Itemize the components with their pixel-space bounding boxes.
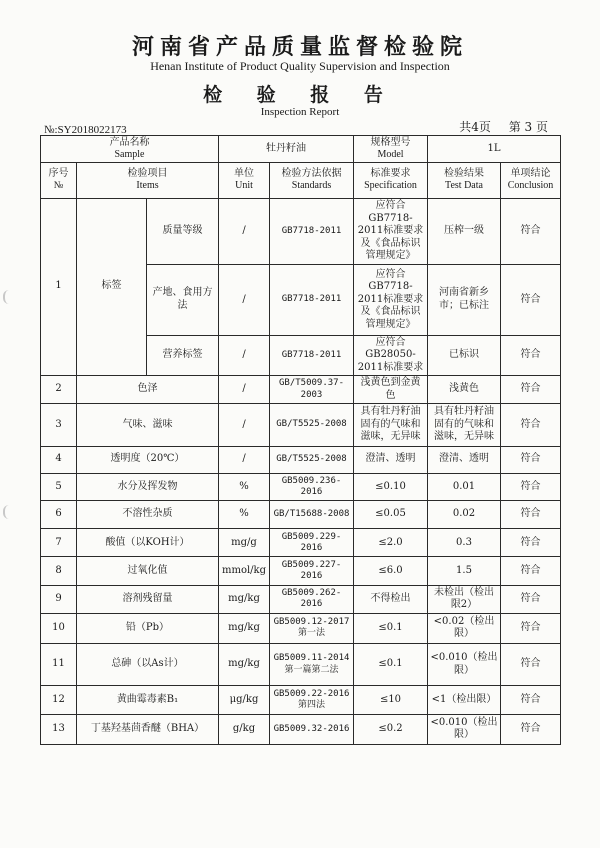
col-unit-cn: 单位 bbox=[234, 167, 254, 179]
table-row bbox=[41, 529, 561, 557]
col-standards-en: Standards bbox=[291, 180, 332, 192]
row-number: 8 bbox=[41, 557, 77, 585]
sample-label bbox=[41, 136, 219, 163]
report-title-cn: 检 验 报 告 bbox=[203, 84, 397, 106]
row-conclusion: 符合 bbox=[501, 613, 561, 643]
row-standard: GB7718-2011 bbox=[270, 198, 354, 265]
row-unit: mg/kg bbox=[219, 585, 270, 613]
row-number: 6 bbox=[41, 500, 77, 528]
row-conclusion: 符合 bbox=[501, 686, 561, 714]
row-test-data: 0.3 bbox=[428, 529, 501, 557]
row-unit: g/kg bbox=[219, 714, 270, 744]
model-label-en: Model bbox=[377, 149, 404, 161]
row-test-data: 澄清、透明 bbox=[428, 446, 501, 473]
col-data-en: Test Data bbox=[445, 180, 483, 192]
row-conclusion: 符合 bbox=[501, 714, 561, 744]
row-conclusion: 符合 bbox=[501, 446, 561, 473]
row-specification: ≤0.1 bbox=[354, 644, 428, 686]
row-specification: ≤0.2 bbox=[354, 714, 428, 744]
row-conclusion: 符合 bbox=[501, 335, 561, 375]
row-unit: mg/kg bbox=[219, 644, 270, 686]
row-specification: 浅黄色到金黄色 bbox=[354, 375, 428, 403]
institute-name-en: Henan Institute of Product Quality Supervision and Inspection bbox=[150, 59, 450, 73]
row-specification: 不得检出 bbox=[354, 585, 428, 613]
row-number: 3 bbox=[41, 404, 77, 446]
col-spec-cn: 标准要求 bbox=[370, 167, 411, 179]
row-item: 铅（Pb） bbox=[77, 613, 219, 643]
row-specification: 具有牡丹籽油固有的气味和滋味，无异味 bbox=[354, 404, 428, 446]
row-number: 9 bbox=[41, 585, 77, 613]
report-serial-number: №:SY2018022173 bbox=[44, 124, 127, 136]
row-item: 不溶性杂质 bbox=[77, 500, 219, 528]
table-row bbox=[41, 473, 561, 500]
table-row bbox=[41, 446, 561, 473]
row-unit: % bbox=[219, 473, 270, 500]
row-test-data: 0.02 bbox=[428, 500, 501, 528]
row-item: 色泽 bbox=[77, 375, 219, 403]
row-test-data: <1（检出限） bbox=[428, 686, 501, 714]
row-test-data: 0.01 bbox=[428, 473, 501, 500]
total-pages: 共4页 bbox=[459, 120, 491, 134]
row-item: 酸值（以KOH计） bbox=[77, 529, 219, 557]
row-number: 4 bbox=[41, 446, 77, 473]
row-conclusion: 符合 bbox=[501, 585, 561, 613]
sample-label-cn: 产品名称 bbox=[109, 136, 150, 148]
row-unit: / bbox=[219, 446, 270, 473]
page-indicator bbox=[445, 118, 548, 135]
row-specification: 应符合GB7718-2011标准要求及《食品标识管理规定》 bbox=[354, 265, 428, 336]
row-subitem: 营养标签 bbox=[147, 335, 219, 375]
row-conclusion: 符合 bbox=[501, 500, 561, 528]
row-conclusion: 符合 bbox=[501, 557, 561, 585]
row-conclusion: 符合 bbox=[501, 198, 561, 265]
row-specification: ≤0.10 bbox=[354, 473, 428, 500]
row-standard: GB7718-2011 bbox=[270, 265, 354, 336]
institute-name-cn: 河南省产品质量监督检验院 bbox=[131, 34, 468, 60]
row-number: 12 bbox=[41, 686, 77, 714]
table-row bbox=[41, 557, 561, 585]
row-standard: GB/T5525-2008 bbox=[270, 446, 354, 473]
row-item: 过氧化值 bbox=[77, 557, 219, 585]
row-unit: mmol/kg bbox=[219, 557, 270, 585]
col-header-items bbox=[77, 163, 219, 198]
row-conclusion: 符合 bbox=[501, 375, 561, 403]
row-unit: / bbox=[219, 375, 270, 403]
row-item: 透明度（20℃） bbox=[77, 446, 219, 473]
row-conclusion: 符合 bbox=[501, 404, 561, 446]
row-specification: ≤0.1 bbox=[354, 613, 428, 643]
row-standard: GB/T5009.37-2003 bbox=[270, 375, 354, 403]
row-conclusion: 符合 bbox=[501, 265, 561, 336]
row-item: 溶剂残留量 bbox=[77, 585, 219, 613]
model-label bbox=[354, 136, 428, 163]
table-row bbox=[41, 198, 561, 265]
row-specification: ≤10 bbox=[354, 686, 428, 714]
col-header-conclusion bbox=[501, 163, 561, 198]
sample-label-en: Sample bbox=[114, 149, 145, 161]
row-specification: 应符合GB28050-2011标准要求 bbox=[354, 335, 428, 375]
row-specification: 澄清、透明 bbox=[354, 446, 428, 473]
col-items-en: Items bbox=[136, 180, 159, 192]
table-row bbox=[41, 714, 561, 744]
punch-hole-mark bbox=[3, 290, 10, 304]
row-number: 2 bbox=[41, 375, 77, 403]
row-unit: / bbox=[219, 265, 270, 336]
row-standard: GB5009.22-2016第四法 bbox=[270, 686, 354, 714]
row-test-data: 已标识 bbox=[428, 335, 501, 375]
row-subitem: 产地、食用方法 bbox=[147, 265, 219, 336]
row-conclusion: 符合 bbox=[501, 473, 561, 500]
row-number: 1 bbox=[41, 198, 77, 375]
col-no-cn: 序号 bbox=[48, 167, 69, 179]
col-standards-cn: 检验方法依据 bbox=[281, 167, 342, 179]
row-test-data: <0.010（检出限） bbox=[428, 714, 501, 744]
report-title-en: Inspection Report bbox=[260, 106, 340, 118]
table-row bbox=[41, 500, 561, 528]
sample-value: 牡丹籽油 bbox=[219, 136, 354, 163]
col-items-cn: 检验项目 bbox=[127, 167, 168, 179]
row-standard: GB5009.32-2016 bbox=[270, 714, 354, 744]
row-standard: GB5009.227-2016 bbox=[270, 557, 354, 585]
row-standard: GB7718-2011 bbox=[270, 335, 354, 375]
row-number: 11 bbox=[41, 644, 77, 686]
punch-hole-mark bbox=[3, 505, 10, 519]
row-conclusion: 符合 bbox=[501, 644, 561, 686]
row-test-data: 未检出（检出限2） bbox=[428, 585, 501, 613]
col-header-no bbox=[41, 163, 77, 198]
table-row bbox=[41, 686, 561, 714]
row-specification: ≤0.05 bbox=[354, 500, 428, 528]
table-row bbox=[41, 585, 561, 613]
col-header-specification bbox=[354, 163, 428, 198]
row-unit: / bbox=[219, 404, 270, 446]
col-concl-en: Conclusion bbox=[507, 180, 554, 192]
row-standard: GB/T15688-2008 bbox=[270, 500, 354, 528]
row-test-data: <0.02（检出限） bbox=[428, 613, 501, 643]
row-test-data: 河南省新乡市；已标注 bbox=[428, 265, 501, 336]
row-specification: 应符合GB7718-2011标准要求及《食品标识管理规定》 bbox=[354, 198, 428, 265]
row-unit: / bbox=[219, 198, 270, 265]
col-concl-cn: 单项结论 bbox=[510, 167, 551, 179]
row-standard: GB5009.12-2017第一法 bbox=[270, 613, 354, 643]
row-test-data: <0.010（检出限） bbox=[428, 644, 501, 686]
row-specification: ≤2.0 bbox=[354, 529, 428, 557]
col-header-unit bbox=[219, 163, 270, 198]
row-item: 水分及挥发物 bbox=[77, 473, 219, 500]
row-unit: mg/kg bbox=[219, 613, 270, 643]
row-item: 气味、滋味 bbox=[77, 404, 219, 446]
row-standard: GB/T5525-2008 bbox=[270, 404, 354, 446]
row-test-data: 具有牡丹籽油固有的气味和滋味，无异味 bbox=[428, 404, 501, 446]
page-number: 第 3 页 bbox=[508, 120, 548, 134]
row-item: 标签 bbox=[77, 198, 147, 375]
row-specification: ≤6.0 bbox=[354, 557, 428, 585]
col-header-standards bbox=[270, 163, 354, 198]
row-standard: GB5009.262-2016 bbox=[270, 585, 354, 613]
row-standard: GB5009.236-2016 bbox=[270, 473, 354, 500]
row-conclusion: 符合 bbox=[501, 529, 561, 557]
row-unit: mg/g bbox=[219, 529, 270, 557]
row-number: 7 bbox=[41, 529, 77, 557]
model-label-cn: 规格型号 bbox=[370, 136, 411, 148]
sample-info-row bbox=[41, 136, 561, 163]
row-unit: / bbox=[219, 335, 270, 375]
col-no-en: № bbox=[53, 180, 64, 192]
row-number: 5 bbox=[41, 473, 77, 500]
row-item: 黄曲霉毒素B₁ bbox=[77, 686, 219, 714]
inspection-table bbox=[40, 135, 561, 745]
table-row bbox=[41, 613, 561, 643]
col-data-cn: 检验结果 bbox=[444, 167, 484, 179]
table-row bbox=[41, 375, 561, 403]
row-test-data: 1.5 bbox=[428, 557, 501, 585]
col-unit-en: Unit bbox=[235, 180, 253, 192]
row-subitem: 质量等级 bbox=[147, 198, 219, 265]
row-item: 总砷（以As计） bbox=[77, 644, 219, 686]
col-spec-en: Specification bbox=[364, 180, 417, 192]
table-row bbox=[41, 644, 561, 686]
model-value: 1L bbox=[428, 136, 561, 163]
row-number: 13 bbox=[41, 714, 77, 744]
row-number: 10 bbox=[41, 613, 77, 643]
table-row bbox=[41, 404, 561, 446]
row-standard: GB5009.229-2016 bbox=[270, 529, 354, 557]
column-header-row bbox=[41, 163, 561, 198]
row-test-data: 浅黄色 bbox=[428, 375, 501, 403]
row-item: 丁基羟基茴香醚（BHA） bbox=[77, 714, 219, 744]
row-unit: % bbox=[219, 500, 270, 528]
row-test-data: 压榨一级 bbox=[428, 198, 501, 265]
row-standard: GB5009.11-2014第一篇第二法 bbox=[270, 644, 354, 686]
row-unit: μg/kg bbox=[219, 686, 270, 714]
col-header-test-data bbox=[428, 163, 501, 198]
